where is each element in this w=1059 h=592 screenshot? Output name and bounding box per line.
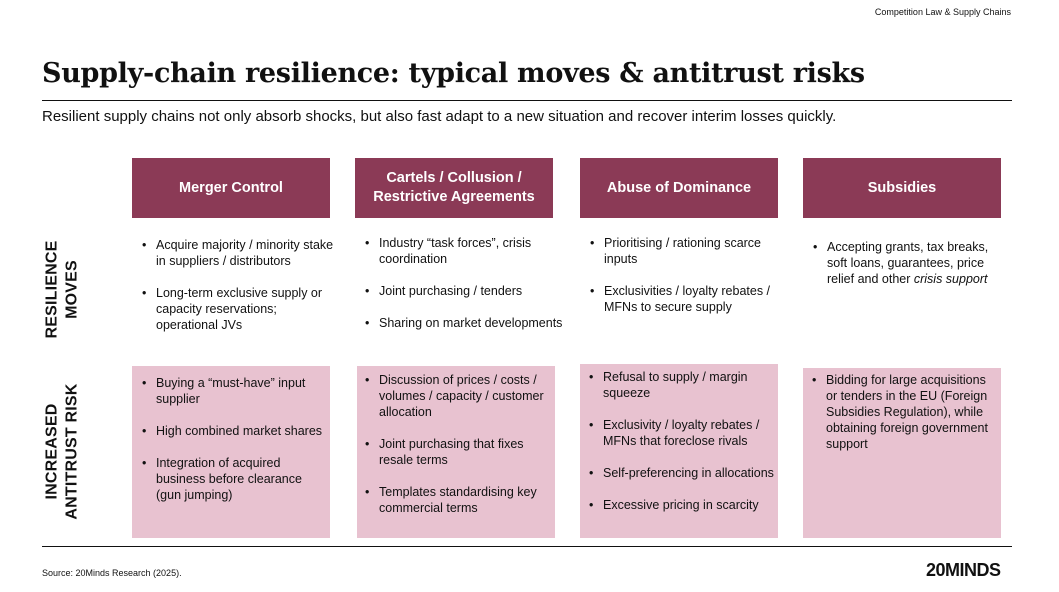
risk-cell-merger-control bbox=[132, 366, 330, 538]
list-item bbox=[813, 239, 1011, 287]
list-item: • Excessive pricing in scarcity bbox=[589, 497, 775, 513]
list-item: • Refusal to supply / margin squeeze bbox=[589, 369, 775, 401]
list-item: • Exclusivities / loyalty rebates / MFNs to secure supply bbox=[590, 283, 788, 315]
list-item: • Long-term exclusive supply or capacity reservations; operational JVs bbox=[142, 285, 340, 333]
page-subtitle: Resilient supply chains not only absorb shocks, but also fast adapt to a new situation and recover interim losses quickly. bbox=[42, 108, 837, 125]
list-item: • Discussion of prices / costs / volumes / capacity / customer allocation bbox=[365, 372, 553, 420]
list-item: • Acquire majority / minority stake in suppliers / distributors bbox=[142, 237, 340, 269]
moves-cell-subsidies bbox=[813, 239, 1011, 359]
moves-cell-cartels bbox=[365, 235, 563, 355]
list-item: • Joint purchasing / tenders bbox=[365, 283, 563, 299]
list-item-text: Accepting grants, tax breaks, soft loans, guarantees, price relief and other bbox=[827, 240, 989, 286]
list-item: • Joint purchasing that fixes resale terms bbox=[365, 436, 553, 468]
row-label-resilience-moves bbox=[38, 220, 86, 360]
header-tag: Competition Law & Supply Chains bbox=[874, 7, 1011, 17]
list-item: • Self-preferencing in allocations bbox=[589, 465, 775, 481]
page-title: Supply-chain resilience: typical moves & antitrust risks bbox=[42, 58, 865, 89]
title-divider bbox=[42, 100, 1012, 101]
list-item: • Bidding for large acquisitions or tenders in the EU (Foreign Subsidies Regulation), while obtaining foreign government support bbox=[812, 372, 996, 452]
list-item: • High combined market shares bbox=[142, 423, 326, 439]
risk-cell-subsidies bbox=[803, 368, 1001, 538]
column-header-subsidies: Subsidies bbox=[803, 158, 1001, 218]
footer-divider bbox=[42, 546, 1012, 547]
source-note: Source: 20Minds Research (2025). bbox=[42, 568, 182, 578]
list-item: • Industry “task forces”, crisis coordination bbox=[365, 235, 563, 267]
list-item: • Exclusivity / loyalty rebates / MFNs that foreclose rivals bbox=[589, 417, 775, 449]
list-item-emphasis: crisis support bbox=[913, 272, 988, 286]
row-label-line: INCREASED bbox=[43, 403, 61, 501]
row-label-line: RESILIENCE bbox=[43, 240, 61, 340]
brand-logo: 20MINDS bbox=[926, 560, 1001, 580]
list-item: • Sharing on market developments bbox=[365, 315, 563, 331]
list-item: • Buying a “must-have” input supplier bbox=[142, 375, 326, 407]
column-header-abuse-of-dominance: Abuse of Dominance bbox=[580, 158, 778, 218]
moves-cell-merger-control bbox=[142, 237, 340, 357]
list-item: • Prioritising / rationing scarce inputs bbox=[590, 235, 788, 267]
column-header-cartels: Cartels / Collusion / Restrictive Agreements bbox=[355, 158, 553, 218]
moves-cell-abuse-of-dominance bbox=[590, 235, 788, 355]
list-item: • Integration of acquired business before clearance (gun jumping) bbox=[142, 455, 326, 503]
risk-cell-cartels bbox=[357, 366, 555, 538]
risk-cell-abuse-of-dominance bbox=[580, 364, 778, 538]
list-item: • Templates standardising key commercial terms bbox=[365, 484, 553, 516]
row-label-line: ANTITRUST RISK bbox=[63, 383, 81, 521]
column-header-merger-control: Merger Control bbox=[132, 158, 330, 218]
row-label-line: MOVES bbox=[63, 260, 81, 320]
row-label-antitrust-risk bbox=[38, 372, 86, 532]
